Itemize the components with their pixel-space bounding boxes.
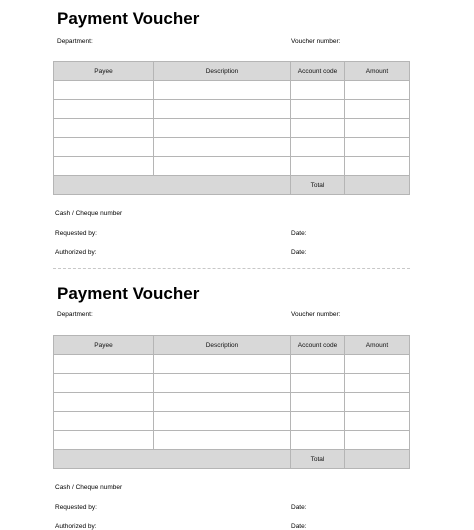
table-row	[54, 81, 410, 100]
account-code-cell[interactable]	[291, 81, 345, 100]
description-cell[interactable]	[154, 119, 291, 138]
payee-cell[interactable]	[54, 412, 154, 431]
table-row	[54, 412, 410, 431]
payee-cell[interactable]	[54, 355, 154, 374]
total-row	[54, 450, 410, 469]
authorized-by-label: Authorized by:	[55, 249, 97, 256]
payee-cell[interactable]	[54, 81, 154, 100]
header-amount: Amount	[345, 62, 410, 81]
payee-cell[interactable]	[54, 157, 154, 176]
header-payee: Payee	[54, 336, 154, 355]
voucher-table	[53, 335, 410, 469]
payee-cell[interactable]	[54, 138, 154, 157]
voucher-number-label: Voucher number:	[291, 311, 341, 318]
total-amount-cell[interactable]	[345, 450, 410, 469]
amount-cell[interactable]	[345, 412, 410, 431]
total-label: Total	[291, 176, 345, 195]
table-row	[54, 374, 410, 393]
requested-date-label: Date:	[291, 504, 307, 511]
payee-cell[interactable]	[54, 393, 154, 412]
cash-cheque-label: Cash / Cheque number	[55, 210, 123, 217]
table-row	[54, 157, 410, 176]
header-description: Description	[154, 336, 291, 355]
description-cell[interactable]	[154, 412, 291, 431]
total-row	[54, 176, 410, 195]
payee-cell[interactable]	[54, 431, 154, 450]
payee-cell[interactable]	[54, 119, 154, 138]
amount-cell[interactable]	[345, 431, 410, 450]
header-payee: Payee	[54, 62, 154, 81]
account-code-cell[interactable]	[291, 138, 345, 157]
voucher-number-label: Voucher number:	[291, 38, 341, 45]
cut-line-divider	[53, 268, 410, 269]
description-cell[interactable]	[154, 374, 291, 393]
voucher-table	[53, 61, 410, 195]
header-amount: Amount	[345, 336, 410, 355]
authorized-by-label: Authorized by:	[55, 523, 97, 530]
description-cell[interactable]	[154, 431, 291, 450]
total-amount-cell[interactable]	[345, 176, 410, 195]
account-code-cell[interactable]	[291, 412, 345, 431]
description-cell[interactable]	[154, 138, 291, 157]
account-code-cell[interactable]	[291, 119, 345, 138]
table-row	[54, 138, 410, 157]
header-description: Description	[154, 62, 291, 81]
amount-cell[interactable]	[345, 157, 410, 176]
header-account-code: Account code	[291, 336, 345, 355]
requested-by-label: Requested by:	[55, 504, 97, 511]
table-row	[54, 119, 410, 138]
amount-cell[interactable]	[345, 119, 410, 138]
department-label: Department:	[57, 311, 93, 318]
amount-cell[interactable]	[345, 138, 410, 157]
payee-cell[interactable]	[54, 374, 154, 393]
account-code-cell[interactable]	[291, 393, 345, 412]
voucher-title: Payment Voucher	[57, 284, 200, 303]
requested-date-label: Date:	[291, 230, 307, 237]
table-row	[54, 393, 410, 412]
authorized-date-label: Date:	[291, 249, 307, 256]
amount-cell[interactable]	[345, 393, 410, 412]
cash-cheque-label: Cash / Cheque number	[55, 484, 123, 491]
account-code-cell[interactable]	[291, 157, 345, 176]
authorized-date-label: Date:	[291, 523, 307, 530]
account-code-cell[interactable]	[291, 355, 345, 374]
amount-cell[interactable]	[345, 374, 410, 393]
description-cell[interactable]	[154, 100, 291, 119]
description-cell[interactable]	[154, 157, 291, 176]
total-label: Total	[291, 450, 345, 469]
amount-cell[interactable]	[345, 100, 410, 119]
description-cell[interactable]	[154, 81, 291, 100]
voucher-title: Payment Voucher	[57, 9, 200, 28]
table-header-row	[54, 62, 410, 81]
table-row	[54, 431, 410, 450]
account-code-cell[interactable]	[291, 431, 345, 450]
amount-cell[interactable]	[345, 81, 410, 100]
header-account-code: Account code	[291, 62, 345, 81]
description-cell[interactable]	[154, 393, 291, 412]
table-header-row	[54, 336, 410, 355]
table-row	[54, 355, 410, 374]
description-cell[interactable]	[154, 355, 291, 374]
total-spacer-cell	[54, 176, 291, 195]
requested-by-label: Requested by:	[55, 230, 97, 237]
payee-cell[interactable]	[54, 100, 154, 119]
table-row	[54, 100, 410, 119]
department-label: Department:	[57, 38, 93, 45]
total-spacer-cell	[54, 450, 291, 469]
account-code-cell[interactable]	[291, 374, 345, 393]
amount-cell[interactable]	[345, 355, 410, 374]
account-code-cell[interactable]	[291, 100, 345, 119]
